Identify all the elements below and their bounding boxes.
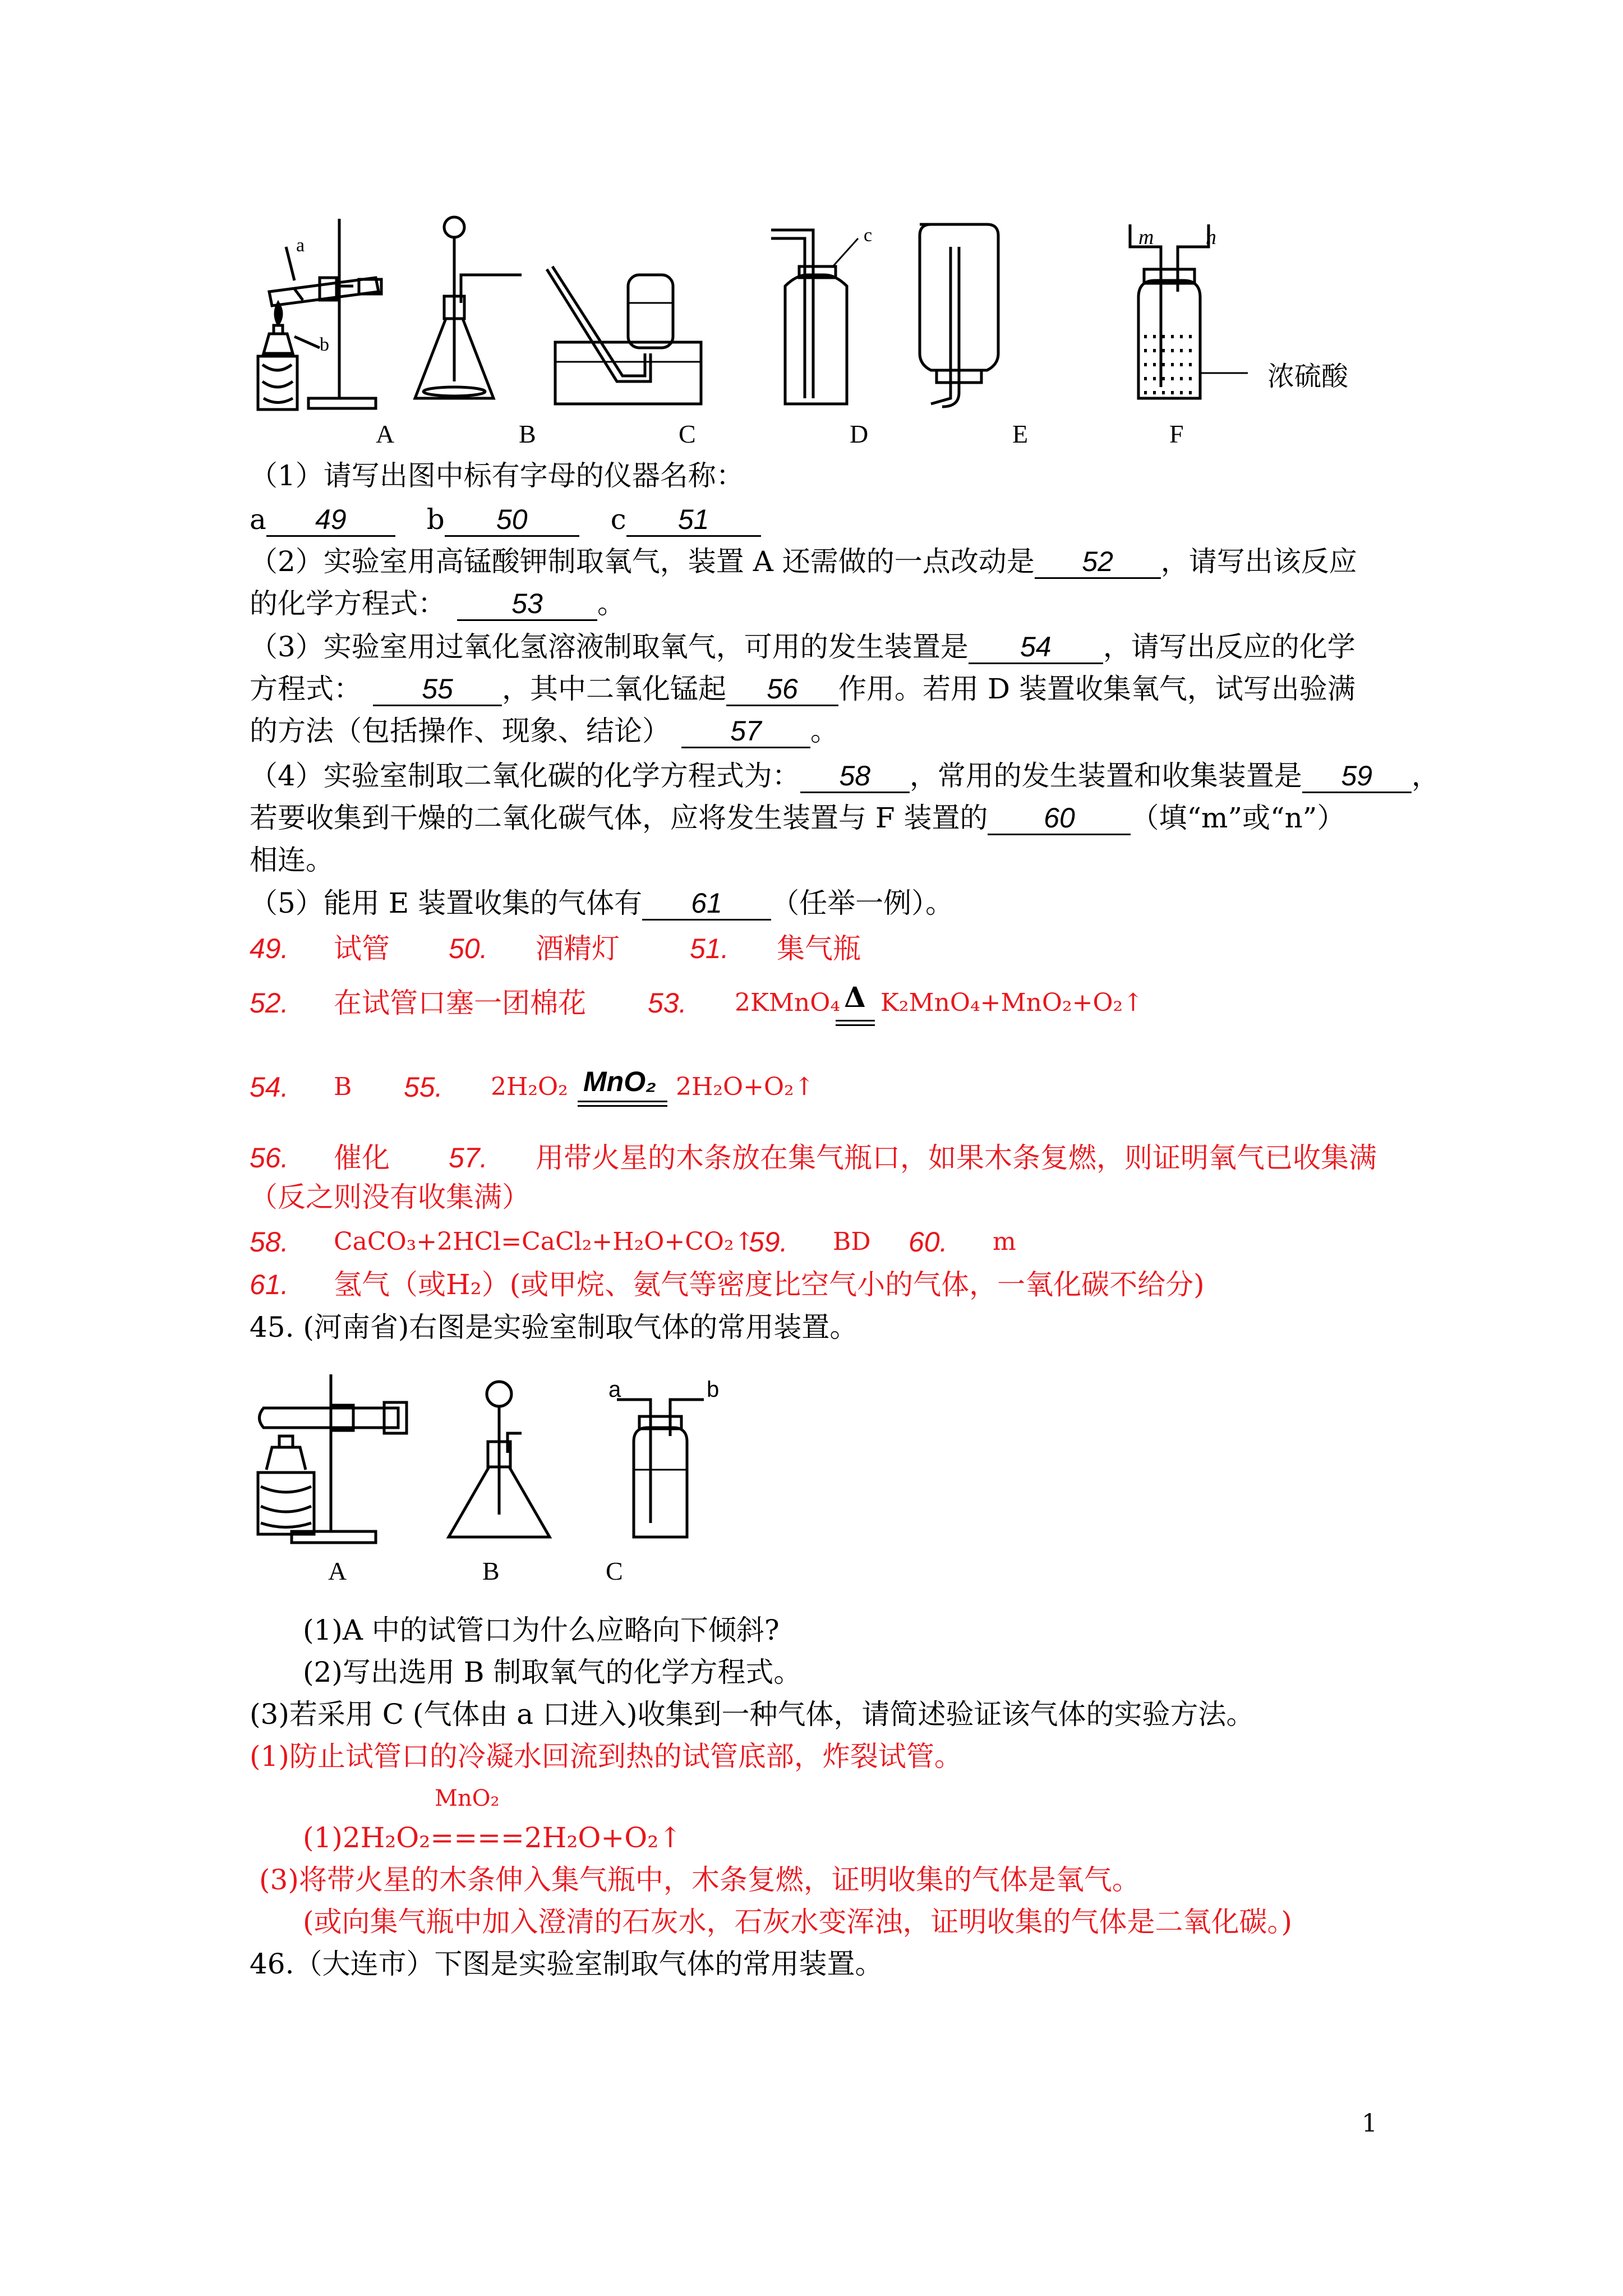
- answer-58-text: CaCO₃+2HCl=CaCl₂+H₂O+CO₂↑: [334, 1227, 755, 1256]
- equation-53-left: 2KMnO₄: [735, 988, 840, 1017]
- answer-53: 53.: [648, 987, 687, 1019]
- equation-55-double-line-2: [578, 1105, 667, 1107]
- blank-61: 61: [642, 887, 771, 921]
- equation-55-right: 2H₂O+O₂↑: [676, 1073, 815, 1101]
- q45-fig-label-b: B: [482, 1557, 500, 1585]
- q3-line-2: 方程式： 55 ，其中二氧化锰起 56 作用。若用 D 装置收集氧气，试写出验满: [250, 673, 1355, 705]
- q45-apparatus-a: [258, 1374, 407, 1543]
- label-b: b: [320, 334, 329, 355]
- q45-answer-3: (3)将带火星的木条伸入集气瓶中，木条复燃，证明收集的气体是氧气。: [259, 1864, 1140, 1896]
- answer-60: 60.: [909, 1226, 948, 1258]
- q46-title: 46.（大连市）下图是实验室制取气体的常用装置。: [250, 1948, 883, 1980]
- answer-49-text: 试管: [334, 932, 390, 965]
- q45-fig-label-c: C: [606, 1557, 623, 1585]
- answer-60-text: m: [993, 1227, 1016, 1256]
- q1-prompt: （1）请写出图中标有字母的仪器名称：: [250, 459, 744, 492]
- label-c: c: [864, 225, 873, 246]
- equation-53-condition: Δ: [844, 981, 866, 1014]
- equation-53-double-line: [836, 1020, 875, 1022]
- blank-50: 50: [445, 504, 579, 537]
- apparatus-c-trough: [547, 266, 701, 404]
- label-a: a: [296, 235, 305, 256]
- apparatus-e-bottle: [920, 224, 998, 407]
- fig-label-f: F: [1169, 420, 1184, 448]
- q45-title: 45. (河南省)右图是实验室制取气体的常用装置。: [250, 1311, 858, 1343]
- answer-59: 59.: [749, 1226, 788, 1258]
- answer-59-text: BD: [833, 1227, 871, 1256]
- blank-55: 55: [373, 673, 502, 706]
- apparatus-figure-45: [247, 1374, 740, 1554]
- equation-53-right: K₂MnO₄+MnO₂+O₂↑: [880, 988, 1144, 1017]
- q45-sub-2: (2)写出选用 B 制取氧气的化学方程式。: [303, 1656, 802, 1688]
- blank-53: 53: [457, 588, 597, 621]
- answer-54-text: B: [334, 1073, 352, 1101]
- blank-56: 56: [726, 673, 838, 706]
- apparatus-f-washer: [1130, 224, 1248, 398]
- answer-58: 58.: [250, 1226, 289, 1258]
- blank-49: 49: [266, 504, 395, 537]
- q4-line-2: 若要收集到干燥的二氧化碳气体，应将发生装置与 F 装置的 60 （填“m”或“n”）: [250, 802, 1345, 834]
- q45-answer-2: (1)2H₂O₂====2H₂O+O₂↑: [303, 1821, 683, 1854]
- label-n: n: [1206, 226, 1216, 249]
- q45-label-a: a: [608, 1377, 621, 1402]
- fig-label-c: C: [679, 420, 696, 448]
- q45-fig-label-a: A: [328, 1557, 347, 1585]
- label-m: m: [1138, 226, 1154, 249]
- equation-55-double-line: [578, 1101, 667, 1102]
- q5-line: （5）能用 E 装置收集的气体有 61 （任举一例）。: [250, 887, 954, 919]
- q45-answer-2-condition: MnO₂: [435, 1786, 500, 1811]
- answer-57-text-2: （反之则没有收集满）: [250, 1181, 530, 1213]
- blank-59: 59: [1302, 760, 1412, 793]
- q2-line-2: 的化学方程式： 53 。: [250, 587, 625, 620]
- fig-label-d: D: [850, 420, 869, 448]
- q45-sub-1: (1)A 中的试管口为什么应略向下倾斜?: [303, 1614, 780, 1646]
- q45-label-b: b: [707, 1377, 720, 1402]
- blank-52: 52: [1035, 546, 1161, 579]
- q3-line-3: 的方法（包括操作、现象、结论） 57 。: [250, 715, 838, 747]
- answer-51-text: 集气瓶: [777, 932, 861, 965]
- equation-53-double-line-2: [836, 1024, 875, 1026]
- q4-line-1: （4）实验室制取二氧化碳的化学方程式为： 58 ，常用的发生装置和收集装置是 59 ，: [250, 760, 1440, 792]
- fig-label-b: B: [519, 420, 536, 448]
- q45-answer-4: (或向集气瓶中加入澄清的石灰水，石灰水变浑浊，证明收集的气体是二氧化碳。): [303, 1906, 1293, 1938]
- equation-55-left: 2H₂O₂: [491, 1073, 568, 1101]
- answer-57: 57.: [449, 1142, 488, 1174]
- conc-sulfuric-acid-label: 浓硫酸: [1267, 362, 1349, 392]
- apparatus-d-bottle: [771, 230, 858, 404]
- answer-54: 54.: [250, 1071, 289, 1103]
- answer-52-text: 在试管口塞一团棉花: [334, 987, 586, 1019]
- blank-54: 54: [969, 631, 1103, 664]
- blank-60: 60: [988, 802, 1131, 835]
- q45-answer-1: (1)防止试管口的冷凝水回流到热的试管底部，炸裂试管。: [250, 1740, 962, 1773]
- answer-61-text: 氢气（或H₂）(或甲烷、氨气等密度比空气小的气体，一氧化碳不给分): [334, 1268, 1205, 1301]
- fig-label-a: A: [376, 420, 395, 448]
- q45-sub-3: (3)若采用 C (气体由 a 口进入)收集到一种气体，请简述验证该气体的实验方法。: [250, 1698, 1255, 1731]
- answer-52: 52.: [250, 987, 289, 1019]
- answer-57-text-1: 用带火星的木条放在集气瓶口，如果木条复燃，则证明氧气已收集满: [536, 1142, 1377, 1174]
- answer-61: 61.: [250, 1269, 289, 1300]
- answer-56-text: 催化: [334, 1142, 390, 1174]
- page-number: 1: [1362, 2109, 1377, 2138]
- answer-56: 56.: [250, 1142, 289, 1174]
- fig-label-e: E: [1012, 420, 1029, 448]
- apparatus-figure-1: [241, 213, 1419, 415]
- apparatus-a-heating: [258, 219, 381, 409]
- answer-50-text: 酒精灯: [536, 932, 620, 965]
- q45-apparatus-c: [617, 1400, 704, 1537]
- q3-line-1: （3）实验室用过氧化氢溶液制取氧气，可用的发生装置是 54 ，请写出反应的化学: [250, 631, 1355, 663]
- q45-apparatus-b: [449, 1382, 550, 1537]
- q1-blanks: a 49 b 50 c 51: [250, 499, 761, 540]
- equation-55-condition: MnO₂: [583, 1066, 657, 1097]
- answer-55: 55.: [404, 1071, 443, 1103]
- answer-51: 51.: [690, 933, 729, 964]
- blank-58: 58: [800, 760, 910, 793]
- q2-line-1: （2）实验室用高锰酸钾制取氧气，装置 A 还需做的一点改动是 52 ，请写出该反应: [250, 545, 1357, 578]
- answer-49: 49.: [250, 933, 289, 964]
- q4-line-3: 相连。: [250, 844, 334, 876]
- blank-57: 57: [681, 715, 810, 748]
- blank-51: 51: [626, 504, 761, 537]
- apparatus-b-flask: [415, 217, 522, 398]
- answer-50: 50.: [449, 933, 488, 964]
